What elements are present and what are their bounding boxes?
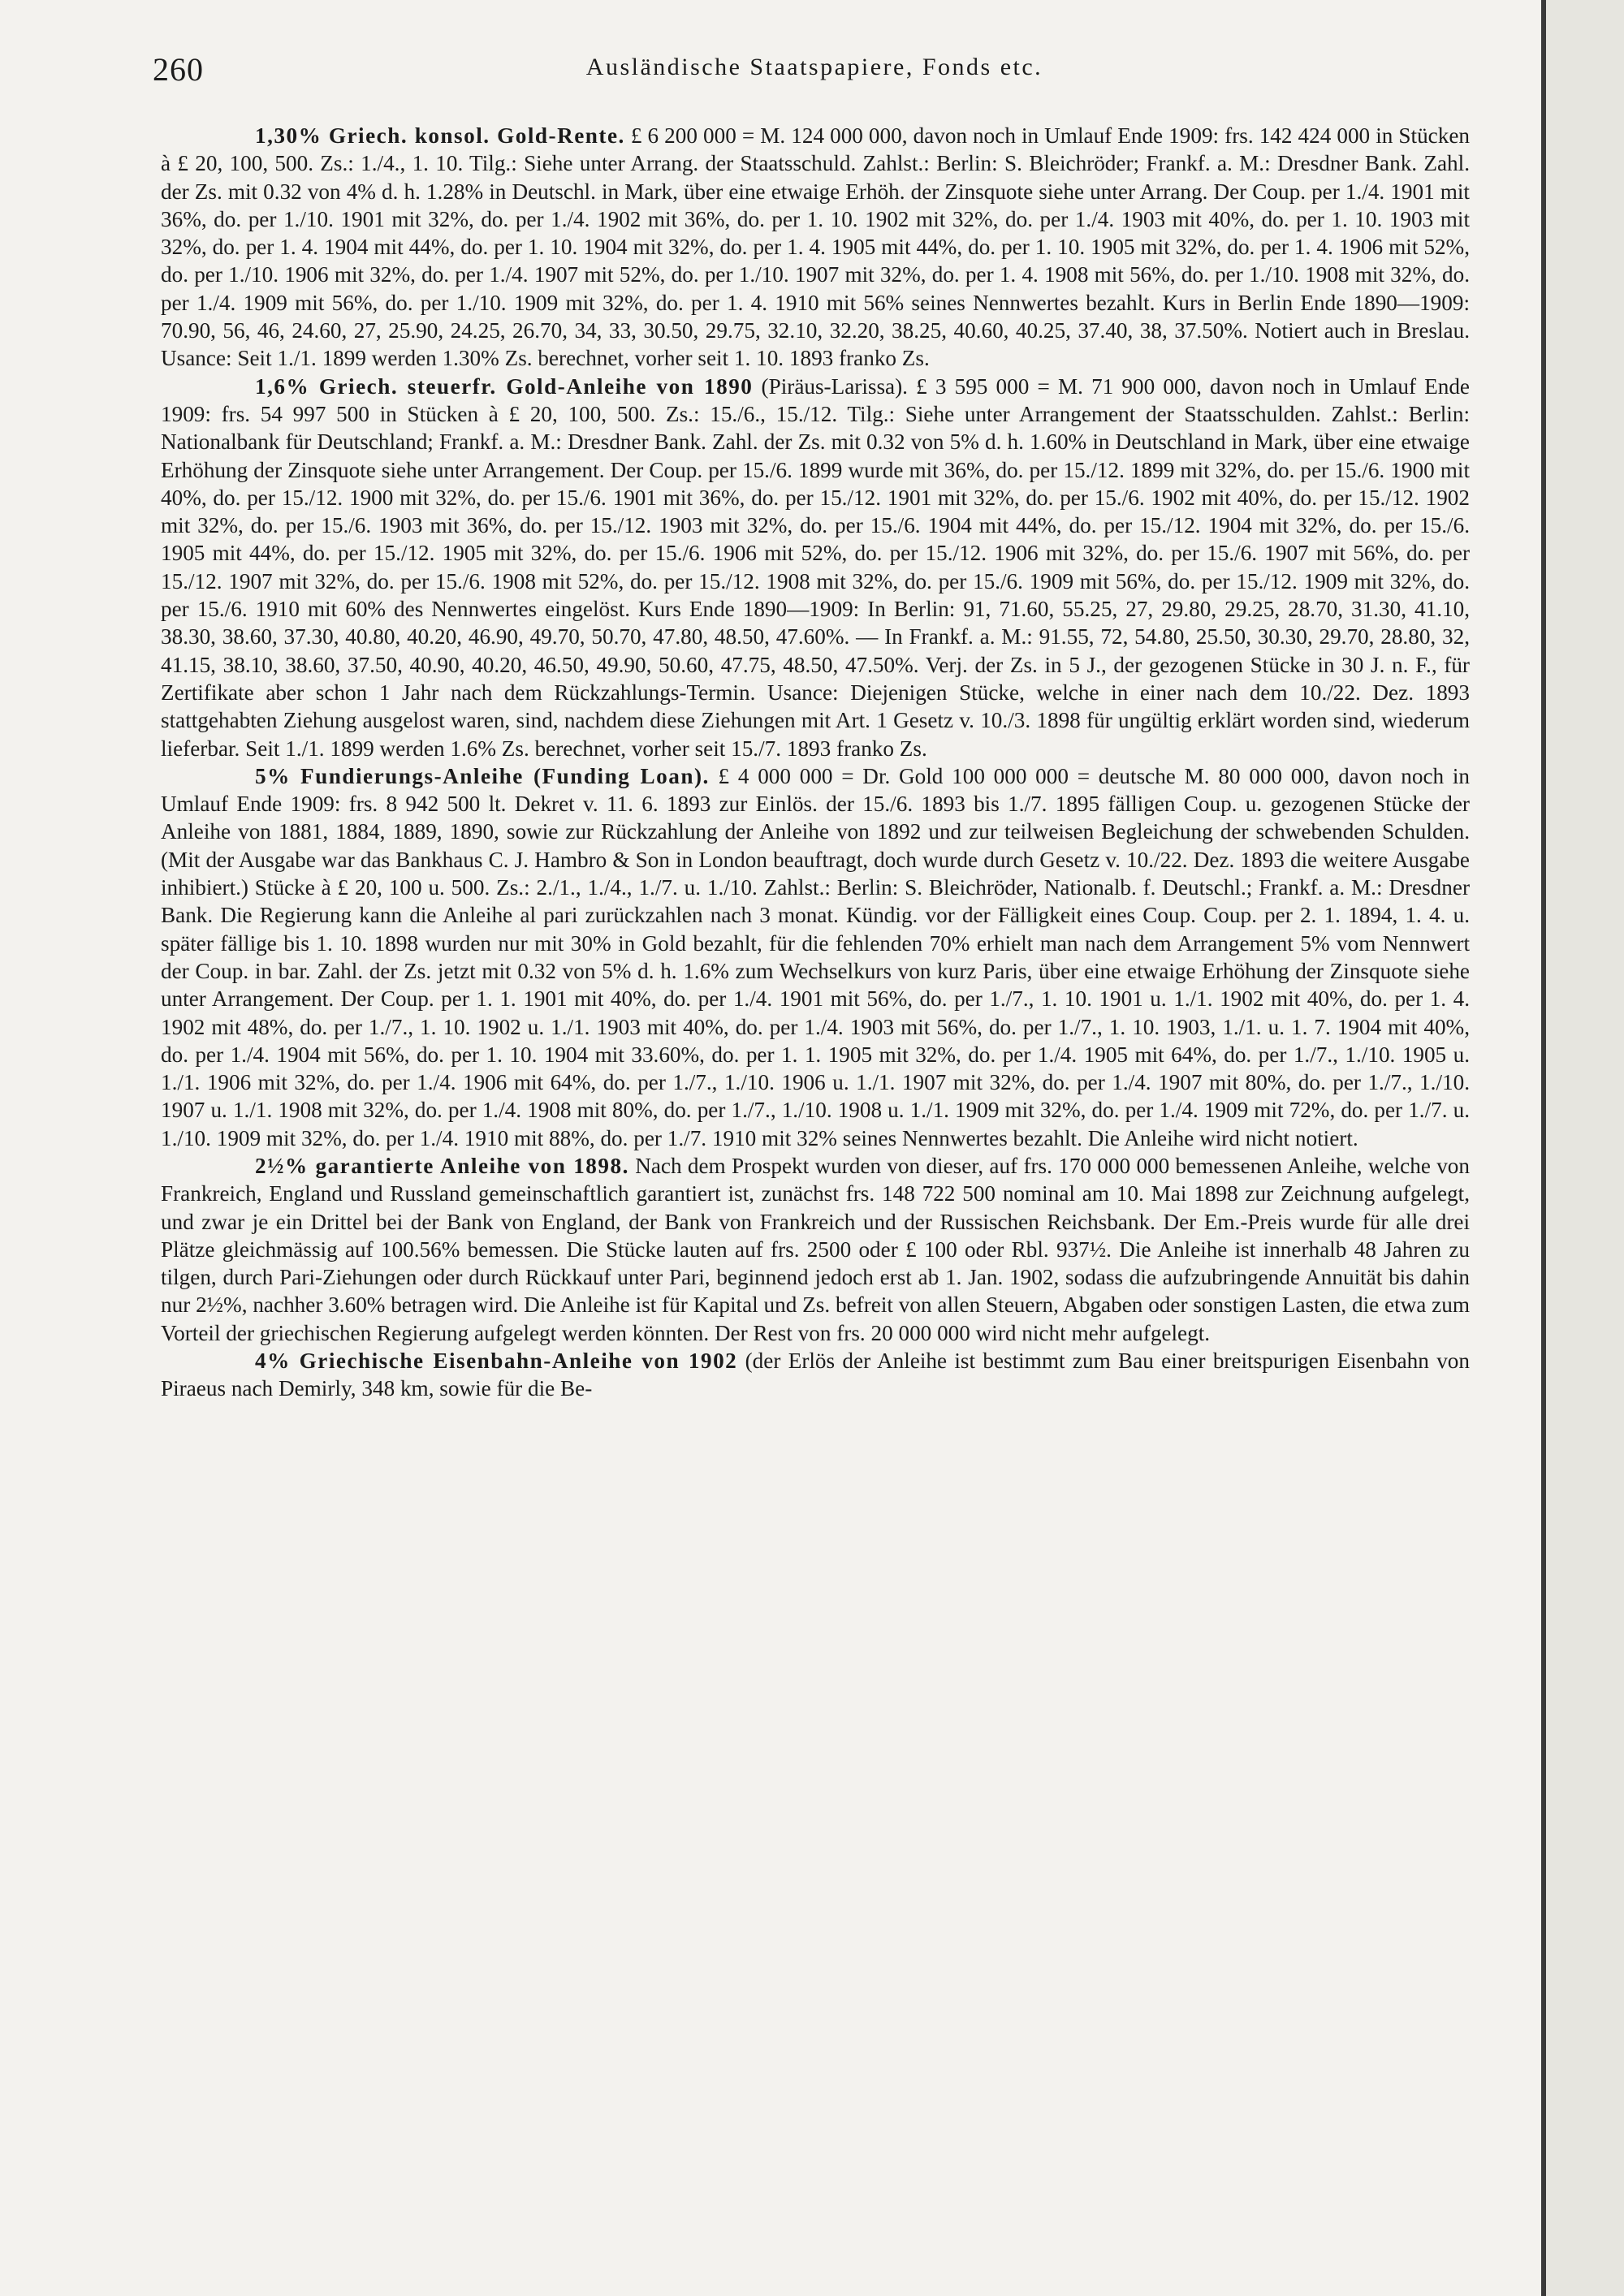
- paragraph-eisenbahn-anleihe-1902: [161, 1347, 1470, 1403]
- paragraph-text: Nach dem Prospekt wurden von dieser, auf frs. 170 000 000 bemessenen Anleihe, welche von Frankreich, England und Russland gemeinschaftlich garantiert ist, zunächst frs. 148 722 500 nominal am 10. Mai 1898 zur Zeichnung aufgelegt, und zwar je ein Drittel bei der Bank von England, der Bank von Frankreich und der Russischen Reichsbank. Der Em.-Preis wurde für alle drei Plätze gleichmässig auf 100.56% bemessen. Die Stücke lauten auf frs. 2500 oder £ 100 oder Rbl. 937½. Die Anleihe ist innerhalb 48 Jahren zu tilgen, durch Pari-Ziehungen oder durch Rückkauf unter Pari, beginnend jedoch erst ab 1. Jan. 1902, sodass die aufzubringende Annuität bis dahin nur 2½%, nachher 3.60% betragen wird. Die Anleihe ist für Kapital und Zs. befreit von allen Steuern, Abgaben oder sonstigen Lasten, die etwa zum Vorteil der griechischen Regierung aufgelegt werden könnten. Der Rest von frs. 20 000 000 wird nicht mehr aufgelegt.: [161, 1153, 1470, 1345]
- paragraph-heading: 4% Griechische Eisenbahn-Anleihe von 1902: [255, 1349, 738, 1374]
- page-header: [153, 50, 1476, 91]
- paragraph-gold-anleihe-1890: [161, 373, 1470, 762]
- paragraph-text: £ 6 200 000 = M. 124 000 000, davon noch in Umlauf Ende 1909: frs. 142 424 000 in Stücken à £ 20, 100, 500. Zs.: 1./4., 1. 10. Tilg.: Siehe unter Arrang. der Staatsschuld. Zahlst.: Berlin: S. Bleichröder; Frankf. a. M.: Dresdner Bank. Zahl. der Zs. mit 0.32 von 4% d. h. 1.28% in Deutschl. in Mark, über eine etwaige Erhöh. der Zinsquote siehe unter Arrang. Der Coup. per 1./4. 1901 mit 36%, do. per 1./10. 1901 mit 32%, do. per 1./4. 1902 mit 36%, do. per 1. 10. 1902 mit 32%, do. per 1./4. 1903 mit 40%, do. per 1. 10. 1903 mit 32%, do. per 1. 4. 1904 mit 44%, do. per 1. 10. 1904 mit 32%, do. per 1. 4. 1905 mit 44%, do. per 1. 10. 1905 mit 32%, do. per 1. 4. 1906 mit 52%, do. per 1./10. 1906 mit 32%, do. per 1./4. 1907 mit 52%, do. per 1./10. 1907 mit 32%, do. per 1. 4. 1908 mit 56%, do. per 1./10. 1908 mit 32%, do. per 1./4. 1909 mit 56%, do. per 1./10. 1909 mit 32%, do. per 1. 4. 1910 mit 56% seines Nennwertes bezahlt. Kurs in Berlin Ende 1890—1909: 70.90, 56, 46, 24.60, 27, 25.90, 24.25, 26.70, 34, 33, 30.50, 29.75, 32.10, 32.20, 38.25, 40.60, 40.25, 37.40, 38, 37.50%. Notiert auch in Breslau. Usance: Seit 1./1. 1899 werden 1.30% Zs. berechnet, vorher seit 1. 10. 1893 franko Zs.: [161, 123, 1470, 371]
- paragraph-heading: 1,6% Griech. steuerfr. Gold-Anleihe von 1890: [255, 373, 754, 399]
- paragraph-text: £ 4 000 000 = Dr. Gold 100 000 000 = deutsche M. 80 000 000, davon noch in Umlauf Ende 1909: frs. 8 942 500 lt. Dekret v. 11. 6. 1893 zur Einlös. der 15./6. 1893 bis 1./7. 1895 fälligen Coup. u. gezogenen Stücke der Anleihe von 1881, 1884, 1889, 1890, sowie zur Rückzahlung der Anleihe von 1892 und zur teilweisen Begleichung der schwebenden Schulden. (Mit der Ausgabe war das Bankhaus C. J. Hambro & Son in London beauftragt, doch wurde durch Gesetz v. 10./22. Dez. 1893 die weitere Ausgabe inhibiert.) Stücke à £ 20, 100 u. 500. Zs.: 2./1., 1./4., 1./7. u. 1./10. Zahlst.: Berlin: S. Bleichröder, Nationalb. f. Deutschl.; Frankf. a. M.: Dresdner Bank. Die Regierung kann die Anleihe al pari zurückzahlen nach 3 monat. Kündig. vor der Fälligkeit eines Coup. Coup. per 2. 1. 1894, 1. 4. u. später fällige bis 1. 10. 1898 wurden nur mit 30% in Gold bezahlt, für die fehlenden 70% erhielt man nach dem Arrangement 5% vom Nennwert der Coup. in bar. Zahl. der Zs. jetzt mit 0.32 von 5% d. h. 1.6% zum Wechselkurs von kurz Paris, über eine etwaige Erhöhung der Zinsquote siehe unter Arrangement. Der Coup. per 1. 1. 1901 mit 40%, do. per 1./4. 1901 mit 56%, do. per 1./7., 1. 10. 1901 u. 1./1. 1902 mit 40%, do. per 1. 4. 1902 mit 48%, do. per 1./7., 1. 10. 1902 u. 1./1. 1903 mit 40%, do. per 1./4. 1903 mit 56%, do. per 1./7., 1. 10. 1903, 1./1. u. 1. 7. 1904 mit 40%, do. per 1./4. 1904 mit 56%, do. per 1. 10. 1904 mit 33.60%, do. per 1. 1. 1905 mit 32%, do. per 1./4. 1905 mit 64%, do. per 1./7., 1./10. 1905 u. 1./1. 1906 mit 32%, do. per 1./4. 1906 mit 64%, do. per 1./7., 1./10. 1906 u. 1./1. 1907 mit 32%, do. per 1./4. 1907 mit 80%, do. per 1./7., 1./10. 1907 u. 1./1. 1908 mit 32%, do. per 1./4. 1908 mit 80%, do. per 1./7., 1./10. 1908 u. 1./1. 1909 mit 32%, do. per 1./4. 1909 mit 72%, do. per 1./7. u. 1./10. 1909 mit 32%, do. per 1./4. 1910 mit 88%, do. per 1./7. 1910 mit 32% seines Nennwertes bezahlt. Die Anleihe wird nicht notiert.: [161, 763, 1470, 1150]
- paragraph-heading: 2½% garantierte Anleihe von 1898.: [255, 1153, 629, 1178]
- paragraph-heading: 5% Fundierungs-Anleihe (Funding Loan).: [255, 763, 710, 788]
- paragraph-gold-rente: [161, 122, 1470, 373]
- paragraph-text: (der Erlös der Anleihe ist bestimmt zum Bau einer breitspurigen Eisenbahn von Piraeus nach Demirly, 348 km, sowie für die Be-: [161, 1349, 1470, 1401]
- paragraph-garantierte-anleihe-1898: [161, 1152, 1470, 1347]
- page-number: 260: [153, 51, 204, 88]
- running-title: Ausländische Staatspapiere, Fonds etc.: [585, 54, 1043, 80]
- paragraph-heading: 1,30% Griech. konsol. Gold-Rente.: [255, 123, 625, 148]
- adjacent-page-edge: [1546, 0, 1624, 2296]
- paragraph-text: (Piräus-Larissa). £ 3 595 000 = M. 71 900 000, davon noch in Umlauf Ende 1909: frs. 54 997 500 in Stücken à £ 20, 100, 500. Zs.: 15./6., 15./12. Tilg.: Siehe unter Arrangement der Staatsschulden. Zahlst.: Berlin: Nationalbank für Deutschland; Frankf. a. M.: Dresdner Bank. Zahl. der Zs. mit 0.32 von 5% d. h. 1.60% in Deutschland in Mark, über eine etwaige Erhöhung der Zinsquote siehe unter Arrangement. Der Coup. per 15./6. 1899 wurde mit 36%, do. per 15./12. 1899 mit 32%, do. per 15./6. 1900 mit 40%, do. per 15./12. 1900 mit 32%, do. per 15./6. 1901 mit 36%, do. per 15./12. 1901 mit 32%, do. per 15./6. 1902 mit 40%, do. per 15./12. 1902 mit 32%, do. per 15./6. 1903 mit 36%, do. per 15./12. 1903 mit 32%, do. per 15./6. 1904 mit 44%, do. per 15./12. 1904 mit 32%, do. per 15./6. 1905 mit 44%, do. per 15./12. 1905 mit 32%, do. per 15./6. 1906 mit 52%, do. per 15./12. 1906 mit 32%, do. per 15./6. 1907 mit 56%, do. per 15./12. 1907 mit 32%, do. per 15./6. 1908 mit 52%, do. per 15./12. 1908 mit 32%, do. per 15./6. 1909 mit 56%, do. per 15./12. 1909 mit 32%, do. per 15./6. 1910 mit 60% des Nennwertes eingelöst. Kurs Ende 1890—1909: In Berlin: 91, 71.60, 55.25, 27, 29.80, 29.25, 28.70, 31.30, 41.10, 38.30, 38.60, 37.30, 40.80, 40.20, 46.90, 49.70, 50.70, 47.80, 48.50, 47.60%. — In Frankf. a. M.: 91.55, 72, 54.80, 25.50, 30.30, 29.70, 28.80, 32, 41.15, 38.10, 38.60, 37.50, 40.90, 40.20, 46.50, 49.90, 50.60, 47.75, 48.50, 47.50%. Verj. der Zs. in 5 J., der gezogenen Stücke in 30 J. n. F., für Zertifikate aber schon 1 Jahr nach dem Rückzahlungs-Termin. Usance: Diejenigen Stücke, welche in einer nach dem 10./22. Dez. 1893 stattgehabten Ziehung ausgelost waren, sind, nachdem diese Ziehungen mit Art. 1 Gesetz v. 10./3. 1898 für ungültig erklärt worden sind, wiederum lieferbar. Seit 1./1. 1899 werden 1.6% Zs. berechnet, vorher seit 15./7. 1893 franko Zs.: [161, 373, 1471, 761]
- body-text: [161, 122, 1470, 1403]
- paragraph-funding-loan: [161, 762, 1470, 1152]
